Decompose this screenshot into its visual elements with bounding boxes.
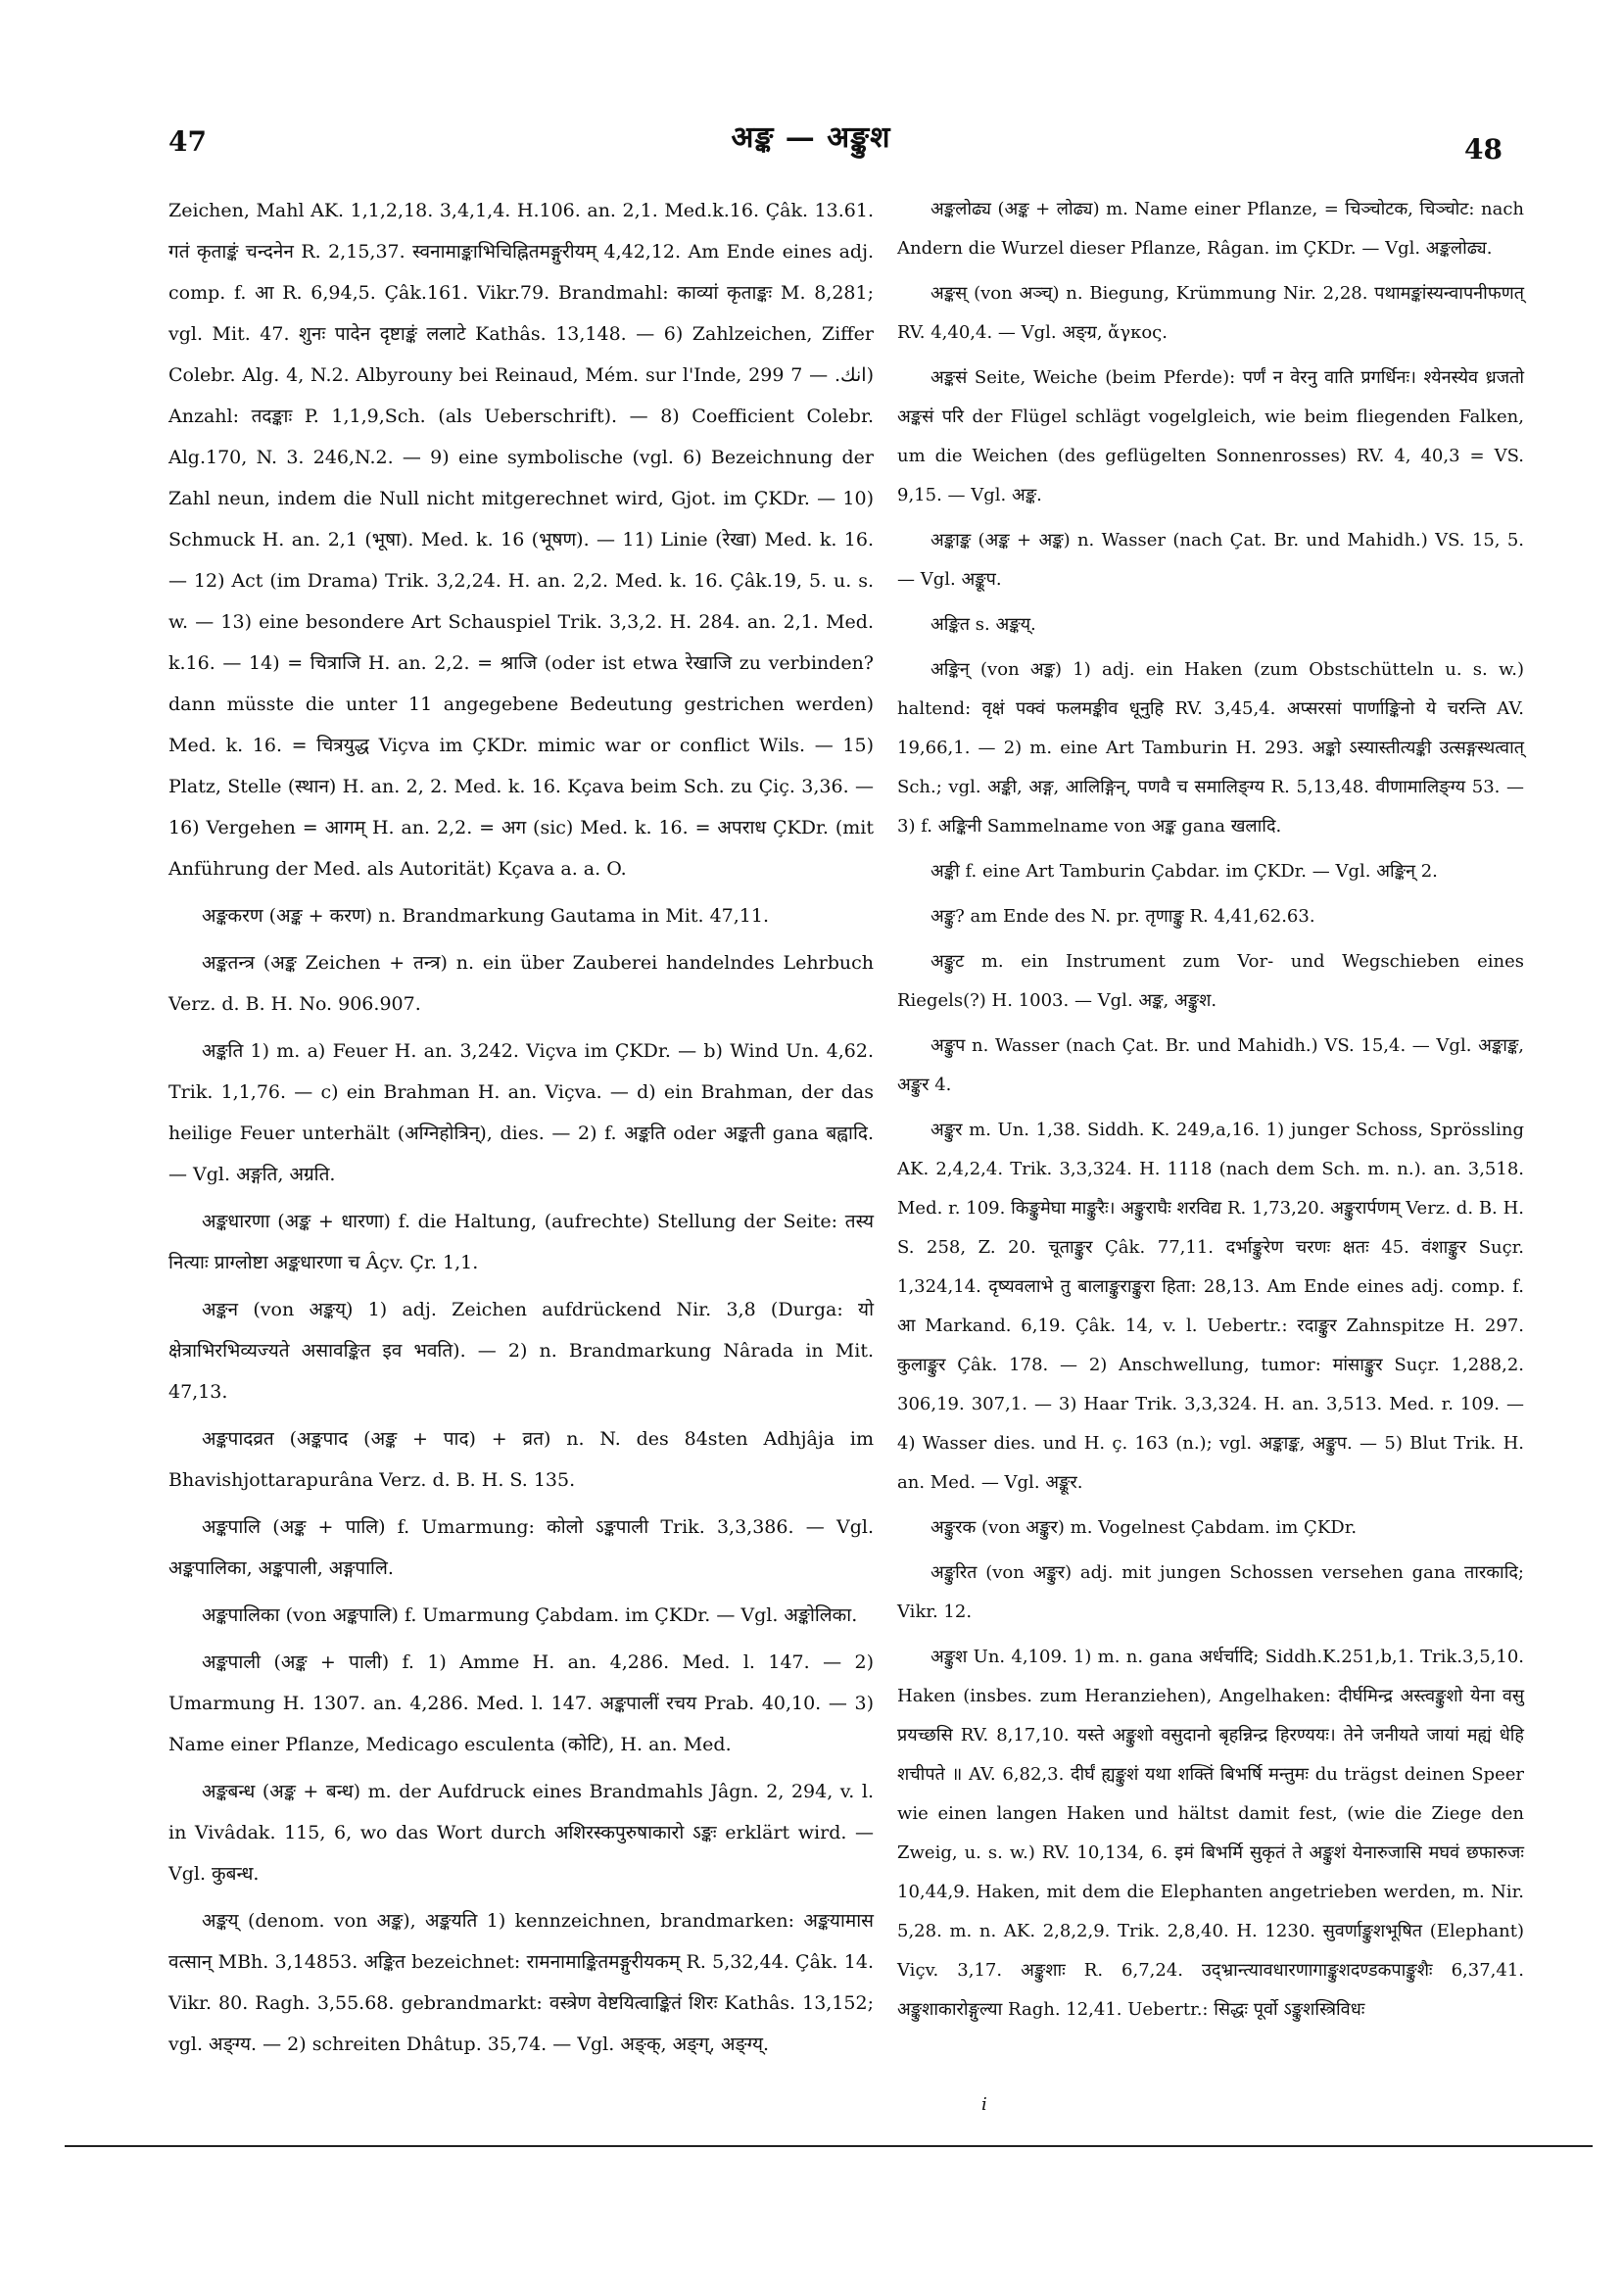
dictionary-entry: अङ्कुरक (von अङ्कुर) m. Vogelnest Çabdam. im ÇKDr. bbox=[930, 1517, 1358, 1538]
dictionary-entry: अङ्कति 1) m. a) Feuer H. an. 3,242. Viçva im ÇKDr. — b) Wind Un. 4,62. Trik. 1,1,76. — c) ein Brahman H. an. Viçva. — d) ein Brahman, der das heilige Feuer unterhält (अग्निहोत्रिन्), dies. — 2) f. अङ्कति oder अङ्कती gana बह्वादि. — Vgl. अङ्गति, अग्रति. bbox=[168, 1040, 874, 1185]
dictionary-entry: अङ्कपालिका (von अङ्कपालि) f. Umarmung Çabdam. im ÇKDr. — Vgl. अङ्कोलिका. bbox=[202, 1604, 858, 1626]
dictionary-entry: अङ्काङ्क (अङ्क + अङ्क) n. Wasser (nach Çat. Br. und Mahidh.) VS. 15, 5. — Vgl. अङ्कूप. bbox=[897, 530, 1524, 590]
dictionary-entry: अङ्कसं Seite, Weiche (beim Pferde): पर्णं न वेरनु वाति प्रगर्धिनः। श्येनस्येव ध्रजतो अङ्कसं परि der Flügel schlägt vogelgleich, wie beim fliegenden Falken, um die Weichen (des geflügelten Sonnenrosses) RV. 4, 40,3 = VS. 9,15. — Vgl. अङ्क. bbox=[897, 367, 1524, 505]
right-column bbox=[897, 190, 1524, 2035]
footer-mark: i bbox=[981, 2094, 987, 2115]
dictionary-entry: अङ्कस् (von अञ्च्) n. Biegung, Krümmung Nir. 2,28. पथामङ्कांस्यन्वापनीफणत् RV. 4,40,4. — Vgl. अङ्ग्र, ἄγκος. bbox=[897, 283, 1524, 343]
running-headword: अङ्क — अङ्कुश bbox=[731, 120, 891, 155]
dictionary-entry: अङ्कुरित (von अङ्कुर) adj. mit jungen Schossen versehen gana तारकादि; Vikr. 12. bbox=[897, 1562, 1524, 1622]
dictionary-entry: अङ्ककरण (अङ्क + करण) n. Brandmarkung Gautama in Mit. 47,11. bbox=[202, 905, 770, 927]
dictionary-entry: अङ्कय् (denom. von अङ्क), अङ्कयति 1) kennzeichnen, brandmarken: अङ्कयामास वत्सान् MBh. 3,14853. अङ्कित bezeichnet: रामनामाङ्कितमङ्गुरीयकम् R. 5,32,44. Çâk. 14. Vikr. 80. Ragh. 3,55.68. gebrandmarkt: वस्त्रेण वेष्टयित्वाङ्कितं शिरः Kathâs. 13,152; vgl. अङ्ग्य. — 2) schreiten Dhâtup. 35,74. — Vgl. अङ्क्, अङ्ग्, अङ्ग्य्. bbox=[168, 1910, 874, 2055]
page-number-right: 48 bbox=[1464, 133, 1503, 166]
dictionary-entry: अङ्कुर m. Un. 1,38. Siddh. K. 249,a,16. 1) junger Schoss, Sprössling AK. 2,4,2,4. Trik. 3,3,324. H. 1118 (nach dem Sch. m. n.). an. 3,518. Med. r. 109. किङ्कुमेघा माङ्कुरैः। अङ्कुराघैः शरविद्य R. 1,73,20. अङ्कुरार्पणम् Verz. d. B. H. S. 258, Z. 20. चूताङ्कुर Çâk. 77,11. दर्भाङ्कुरेण चरणः क्षतः 45. वंशाङ्कुर Suçr. 1,324,14. दृष्यवलाभे तु बालाङ्कुराङ्कुरा हिता: 28,13. Am Ende eines adj. comp. f. आ Markand. 6,19. Çâk. 14, v. l. Uebertr.: रदाङ्कुर Zahnspitze H. 297. कुलाङ्कुर Çâk. 178. — 2) Anschwellung, tumor: मांसाङ्कुर Suçr. 1,288,2. 306,19. 307,1. — 3) Haar Trik. 3,3,324. H. an. 3,513. Med. r. 109. — 4) Wasser dies. und H. ç. 163 (n.); vgl. अङ्काङ्क, अङ्कुप. — 5) Blut Trik. H. an. Med. — Vgl. अङ्कूर. bbox=[897, 1120, 1524, 1493]
dictionary-entry: अङ्कबन्ध (अङ्क + बन्ध) m. der Aufdruck eines Brandmahls Jâgn. 2, 294, v. l. in Vivâdak. 115, 6, wo das Wort durch अशिरस्कपुरुषाकारो ऽङ्कः erklärt wird. — Vgl. कुबन्ध. bbox=[168, 1781, 874, 1885]
dictionary-entry: अङ्कपादव्रत (अङ्कपाद (अङ्क + पाद) + व्रत) n. N. des 84sten Adhjâja im Bhavishjottarapurâna Verz. d. B. H. S. 135. bbox=[168, 1428, 874, 1491]
dictionary-entry: अङ्कधारणा (अङ्क + धारणा) f. die Haltung, (aufrechte) Stellung der Seite: तस्य नित्याः प्राग्लोष्टा अङ्कधारणा च Âçv. Çr. 1,1. bbox=[168, 1211, 874, 1273]
dictionary-entry: अङ्कुट m. ein Instrument zum Vor- und Wegschieben eines Riegels(?) H. 1003. — Vgl. अङ्क, अङ्कुश. bbox=[897, 951, 1524, 1011]
entry-continuation: Zeichen, Mahl AK. 1,1,2,18. 3,4,1,4. H.106. an. 2,1. Med.k.16. Çâk. 13.61. गतं कृताङ्कं चन्दनेन R. 2,15,37. स्वनामाङ्काभिचिह्नितमङ्गुरीयम् 4,42,12. Am Ende eines adj. comp. f. आ R. 6,94,5. Çâk.161. Vikr.79. Brandmahl: काव्यां कृताङ्कः M. 8,281; vgl. Mit. 47. शुनः पादेन दृष्टाङ्कं ललाटे Kathâs. 13,148. — 6) Zahlzeichen, Ziffer Colebr. Alg. 4, N.2. Albyrouny bei Reinaud, Mém. sur l'Inde, 299 انك. — 7) Anzahl: तदङ्काः P. 1,1,9,Sch. (als Ueberschrift). — 8) Coefficient Colebr. Alg.170, N. 3. 246,N.2. — 9) eine symbolische (vgl. 6) Bezeichnung der Zahl neun, indem die Null nicht mitgerechnet wird, Gjot. im ÇKDr. — 10) Schmuck H. an. 2,1 (भूषा). Med. k. 16 (भूषण). — 11) Linie (रेखा) Med. k. 16. — 12) Act (im Drama) Trik. 3,2,24. H. an. 2,2. Med. k. 16. Çâk.19, 5. u. s. w. — 13) eine besondere Art Schauspiel Trik. 3,3,2. H. 284. an. 2,1. Med. k.16. — 14) = चित्राजि H. an. 2,2. = श्राजि (oder ist etwa रेखाजि zu verbinden? dann müsste die unter 11 angegebene Bedeutung gestrichen werden) Med. k. 16. = चित्रयुद्ध Viçva im ÇKDr. mimic war or conflict Wils. — 15) Platz, Stelle (स्थान) H. an. 2, 2. Med. k. 16. Kçava beim Sch. zu Çiç. 3,36. — 16) Vergehen = आगम् H. an. 2,2. = अग (sic) Med. k. 16. = अपराध ÇKDr. (mit Anführung der Med. als Autorität) Kçava a. a. O. bbox=[168, 200, 875, 880]
dictionary-entry: अङ्कु? am Ende des N. pr. तृणाङ्कु R. 4,41,62.63. bbox=[930, 906, 1315, 927]
dictionary-entry: अङ्कुश Un. 4,109. 1) m. n. gana अर्धर्चादि; Siddh.K.251,b,1. Trik.3,5,10. Haken (insbes. zum Heranziehen), Angelhaken: दीर्घमिन्द्र अस्त्वङ्कुशो येना वसु प्रयच्छसि RV. 8,17,10. यस्ते अङ्कुशो वसुदानो बृहन्निन्द्र हिरण्ययः। तेने जनीयते जायां मह्यं धेहि शचीपते ॥ AV. 6,82,3. दीर्घं ह्यङ्कुशं यथा शक्तिं बिभर्षि मन्तुमः du trägst deinen Speer wie einen langen Haken und hältst damit fest, (wie die Ziege den Zweig, u. s. w.) RV. 10,134, 6. इमं बिभर्मि सुकृतं ते अङ्कुशं येनारुजासि मघवं छफारुजः 10,44,9. Haken, mit dem die Elephanten angetrieben werden, m. Nir. 5,28. m. n. AK. 2,8,2,9. Trik. 2,8,40. H. 1230. सुवर्णाङ्कुशभूषित (Elephant) Viçv. 3,17. अङ्कुशाः R. 6,7,24. उद्भ्रान्त्यावधारणागाङ्कुशदण्डकपाङ्कुशैः 6,37,41. अङ्कुशाकारोङ्गुल्या Ragh. 12,41. Uebertr.: सिद्धः पूर्वो ऽङ्कुशस्त्रिविधः bbox=[897, 1647, 1524, 2020]
dictionary-entry: अङ्किन् (von अङ्क) 1) adj. ein Haken (zum Obstschütteln u. s. w.) haltend: वृक्षं पक्वं फलमङ्कीव धूनुहि RV. 3,45,4. अप्सरसां पार्णाङ्किनो ये चरन्ति AV. 19,66,1. — 2) m. eine Art Tamburin H. 293. अङ्को ऽस्यास्तीत्यङ्की उत्सङ्गस्थत्वात् Sch.; vgl. अङ्की, अङ्ग, आलिङ्गिन्, पणवै च समालिङ्ग्य R. 5,13,48. वीणामालिङ्ग्य 53. — 3) f. अङ्किनी Sammelname von अङ्क gana खलादि. bbox=[897, 659, 1524, 837]
dictionary-entry: अङ्कन (von अङ्कय्) 1) adj. Zeichen aufdrückend Nir. 3,8 (Durga: यो क्षेत्राभिरभिव्यज्यते असावङ्कित इव भवति). — 2) n. Brandmarkung Nârada in Mit. 47,13. bbox=[168, 1299, 874, 1403]
left-column bbox=[168, 190, 874, 2071]
dictionary-entry: अङ्कपाली (अङ्क + पाली) f. 1) Amme H. an. 4,286. Med. l. 147. — 2) Umarmung H. 1307. an. 4,286. Med. l. 147. अङ्कपालीं रचय Prab. 40,10. — 3) Name einer Pflanze, Medicago esculenta (कोटि), H. an. Med. bbox=[168, 1651, 874, 1755]
bottom-rule bbox=[65, 2145, 1593, 2147]
dictionary-entry: अङ्कतन्त्र (अङ्क Zeichen + तन्त्र) n. ein über Zauberei handelndes Lehrbuch Verz. d. B. H. No. 906.907. bbox=[168, 952, 874, 1015]
dictionary-entry: अङ्कुप n. Wasser (nach Çat. Br. und Mahidh.) VS. 15,4. — Vgl. अङ्काङ्क, अङ्कुर 4. bbox=[897, 1035, 1524, 1095]
dictionary-entry: अङ्कित s. अङ्कय्. bbox=[930, 614, 1036, 635]
dictionary-entry: अङ्कपालि (अङ्क + पालि) f. Umarmung: कोलो ऽङ्कपाली Trik. 3,3,386. — Vgl. अङ्कपालिका, अङ्कपाली, अङ्गपालि. bbox=[168, 1516, 874, 1579]
page-number-left: 47 bbox=[168, 125, 207, 158]
dictionary-entry: अङ्कलोढ्य (अङ्क + लोढ्य) m. Name einer Pflanze, = चिञ्चोटक, चिञ्चोट: nach Andern die Wurzel dieser Pflanze, Râgan. im ÇKDr. — Vgl. अङ्कलोढ्य. bbox=[897, 199, 1524, 259]
dictionary-entry: अङ्की f. eine Art Tamburin Çabdar. im ÇKDr. — Vgl. अङ्किन् 2. bbox=[930, 861, 1438, 882]
